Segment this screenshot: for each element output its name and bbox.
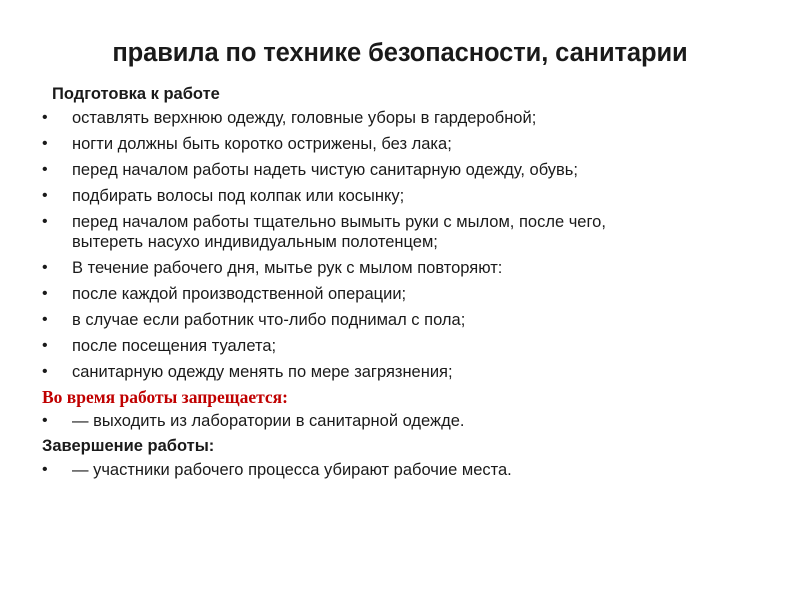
bullet-icon: • bbox=[42, 135, 48, 152]
list-item-text: после посещения туалета; bbox=[72, 337, 277, 355]
list-item bbox=[42, 186, 762, 206]
slide-content bbox=[42, 83, 762, 486]
list-item bbox=[42, 284, 762, 304]
list-item-text: подбирать волосы под колпак или косынку; bbox=[72, 187, 405, 205]
bullet-icon: • bbox=[42, 363, 48, 380]
list-item-text: — участники рабочего процесса убирают рабочие места. bbox=[72, 461, 512, 479]
list-item-text: ногти должны быть коротко острижены, без лака; bbox=[72, 135, 452, 153]
list-item-text: — выходить из лаборатории в санитарной одежде. bbox=[72, 412, 465, 430]
list-item-text: перед началом работы тщательно вымыть руки с мылом, после чего, bbox=[72, 213, 606, 231]
section-preparation-heading: Подготовка к работе bbox=[52, 85, 220, 103]
bullet-icon: • bbox=[42, 259, 48, 276]
list-item-text: оставлять верхнюю одежду, головные уборы в гардеробной; bbox=[72, 109, 537, 127]
list-item bbox=[42, 212, 762, 252]
list-item-text-continuation: вытереть насухо индивидуальным полотенцем; bbox=[72, 233, 438, 251]
bullet-icon: • bbox=[42, 109, 48, 126]
list-item bbox=[42, 134, 762, 154]
list-item bbox=[42, 336, 762, 356]
section-prohibited-heading: Во время работы запрещается: bbox=[42, 387, 288, 407]
list-item-text: В течение рабочего дня, мытье рук с мылом повторяют: bbox=[72, 259, 503, 277]
bullet-icon: • bbox=[42, 161, 48, 178]
list-item bbox=[42, 460, 762, 480]
bullet-icon: • bbox=[42, 285, 48, 302]
list-item bbox=[42, 258, 762, 278]
list-item bbox=[42, 108, 762, 128]
bullet-icon: • bbox=[42, 461, 48, 478]
list-item-text: после каждой производственной операции; bbox=[72, 285, 407, 303]
list-item bbox=[42, 310, 762, 330]
list-item bbox=[42, 411, 762, 431]
bullet-icon: • bbox=[42, 213, 48, 230]
bullet-icon: • bbox=[42, 187, 48, 204]
bullet-icon: • bbox=[42, 412, 48, 429]
bullet-icon: • bbox=[42, 311, 48, 328]
preparation-list bbox=[42, 108, 762, 382]
section-completion-heading: Завершение работы: bbox=[42, 437, 215, 455]
list-item-text: санитарную одежду менять по мере загрязнения; bbox=[72, 363, 453, 381]
prohibited-list bbox=[42, 411, 762, 431]
completion-list bbox=[42, 460, 762, 480]
list-item-text: перед началом работы надеть чистую санитарную одежду, обувь; bbox=[72, 161, 578, 179]
bullet-icon: • bbox=[42, 337, 48, 354]
list-item bbox=[42, 362, 762, 382]
slide-title: правила по технике безопасности, санитарии bbox=[112, 39, 688, 67]
list-item bbox=[42, 160, 762, 180]
list-item-text: в случае если работник что-либо поднимал с пола; bbox=[72, 311, 466, 329]
